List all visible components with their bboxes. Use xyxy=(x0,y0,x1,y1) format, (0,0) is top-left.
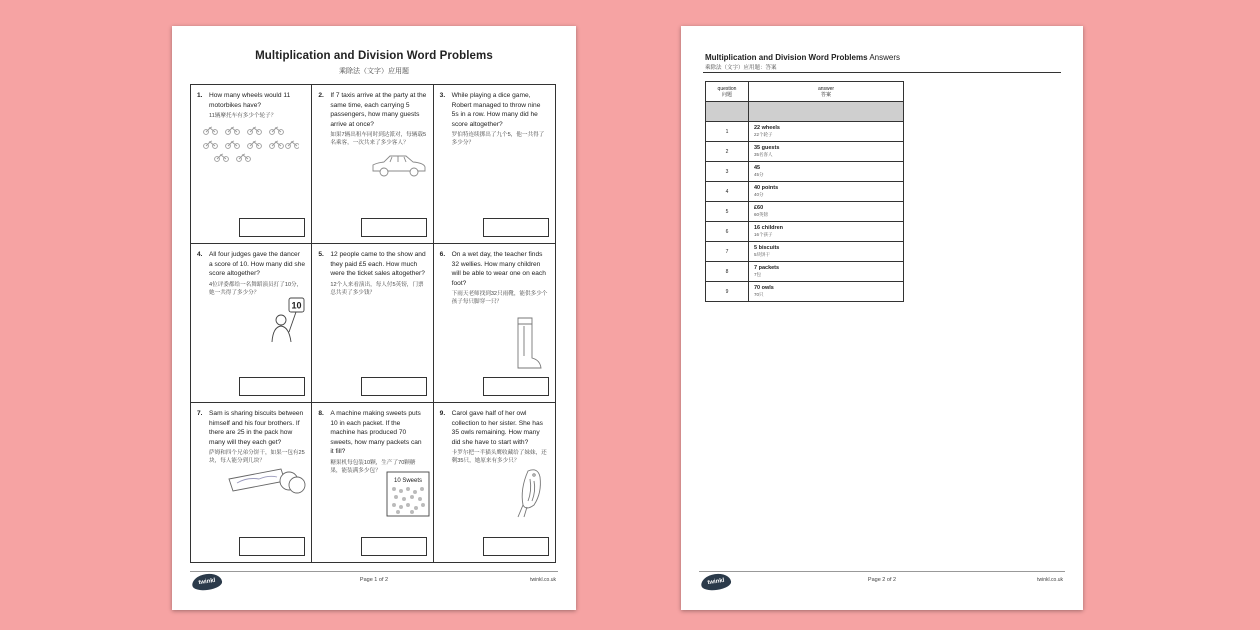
answer-box[interactable] xyxy=(239,218,305,237)
row-answer: 22 wheels xyxy=(754,125,780,131)
answer-box[interactable] xyxy=(239,537,305,556)
question-number: 6. xyxy=(439,251,446,258)
question-number: 2. xyxy=(318,92,324,99)
question-number: 8. xyxy=(318,410,324,417)
question-text: While playing a dice game, Robert managed to throw nine 5s in a row. How many did he score altogether? xyxy=(451,92,541,128)
table-row xyxy=(706,202,904,222)
table-row xyxy=(706,222,904,242)
row-answer: 7 packets xyxy=(754,265,780,271)
row-answer: 45 xyxy=(754,165,761,171)
row-answer-zh: 5块饼干 xyxy=(754,252,771,257)
question-text: Sam is sharing biscuits between himself and his four brothers. If there are 25 in the pack how many will they each get? xyxy=(209,410,304,446)
question-cell xyxy=(191,244,312,403)
question-text: 12 people came to the show and they paid £5 each. How much were the ticket sales altogether? xyxy=(330,251,426,278)
row-question-number: 5 xyxy=(706,202,749,222)
answer-box[interactable] xyxy=(361,218,427,237)
row-answer-zh: 22个轮子 xyxy=(754,132,773,137)
row-question-number: 2 xyxy=(706,142,749,162)
question-text-zh: 卡罗尔把一半猫头鹰收藏给了妹妹，还剩35只，她原来有多少只？ xyxy=(451,450,547,465)
question-text-zh: 如果7辆出租车同时到达派对，每辆载5名乘客，一次共来了多少客人？ xyxy=(330,132,427,147)
row-answer: 35 guests xyxy=(754,145,780,151)
answers-title-rest: Answers xyxy=(867,53,900,62)
answer-box[interactable] xyxy=(361,377,427,396)
table-row xyxy=(706,242,904,262)
worksheet-subtitle: 乘除法（文字）应用题 xyxy=(339,68,409,75)
question-text: If 7 taxis arrive at the party at the same time, each carrying 5 passengers, how many guests arrive at once? xyxy=(330,92,427,128)
answers-title xyxy=(705,53,900,62)
question-cell xyxy=(312,85,433,244)
row-answer-zh: 40分 xyxy=(754,192,764,197)
question-cell xyxy=(434,403,555,562)
worksheet-title: Multiplication and Division Word Problems xyxy=(255,50,493,62)
answers-table xyxy=(705,81,904,302)
question-text-zh: 萨姆和四个兄弟分饼干，如果一包有25块，每人能分到几块？ xyxy=(209,450,305,465)
answer-box[interactable] xyxy=(483,218,549,237)
question-cell xyxy=(191,403,312,562)
answer-box[interactable] xyxy=(239,377,305,396)
question-text: All four judges gave the dancer a score of 10. How many did she score altogether? xyxy=(209,251,306,278)
question-cell xyxy=(312,403,433,562)
judge-icon xyxy=(267,296,307,346)
table-row xyxy=(706,162,904,182)
column-header-question: question 问题 xyxy=(706,82,749,102)
worksheet-page xyxy=(172,26,576,610)
twinkl-logo: twinkl xyxy=(700,572,732,592)
row-question-number: 9 xyxy=(706,282,749,302)
twinkl-logo: twinkl xyxy=(191,572,223,592)
footer-divider xyxy=(699,571,1065,572)
answer-box[interactable] xyxy=(361,537,427,556)
question-text-zh: 罗伯特连续掷出了九个5，他一共得了多少分？ xyxy=(451,132,545,147)
question-number: 1. xyxy=(197,92,203,99)
question-number: 9. xyxy=(439,410,446,417)
answer-box[interactable] xyxy=(483,537,549,556)
question-cell xyxy=(434,244,555,403)
row-answer: 16 children xyxy=(754,225,784,231)
site-url: twinkl.co.uk xyxy=(530,577,556,583)
question-text-zh: 下雨天老师找到32只雨靴，能供多少个孩子每只脚穿一只？ xyxy=(451,291,548,306)
column-header-answer: answer 答案 xyxy=(749,82,904,102)
question-grid xyxy=(190,84,556,563)
question-text: A machine making sweets puts 10 in each packet. If the machine has produced 70 sweets, how many packets can it fill? xyxy=(330,410,422,456)
row-question-number: 8 xyxy=(706,262,749,282)
row-answer-zh: 45分 xyxy=(754,172,764,177)
question-text: On a wet day, the teacher finds 32 wellies. How many children will be able to wear one on each foot? xyxy=(451,251,546,287)
row-question-number: 4 xyxy=(706,182,749,202)
row-answer: 70 owls xyxy=(754,285,774,291)
motorbikes-icon xyxy=(203,125,299,165)
question-number: 5. xyxy=(318,251,324,258)
table-row xyxy=(706,182,904,202)
score-card-text: 10 xyxy=(291,300,302,311)
row-question-number: 6 xyxy=(706,222,749,242)
answers-title-bold: Multiplication and Division Word Problems xyxy=(705,53,868,62)
footer-divider xyxy=(190,571,558,572)
row-answer-zh: 16个孩子 xyxy=(754,232,773,237)
title-divider xyxy=(703,72,1061,73)
owl-icon xyxy=(514,465,548,521)
row-question-number: 3 xyxy=(706,162,749,182)
site-url: twinkl.co.uk xyxy=(1037,577,1063,583)
welly-icon xyxy=(512,316,544,372)
question-text-zh: 4位评委都给一名舞蹈演员打了10分，她一共得了多少分？ xyxy=(209,281,303,296)
table-row xyxy=(706,142,904,162)
question-cell xyxy=(191,85,312,244)
sweets-packet-label: 10 Sweets xyxy=(394,478,423,484)
row-answer-zh: 35名客人 xyxy=(754,152,773,157)
table-row xyxy=(706,122,904,142)
question-text: How many wheels would 11 motorbikes have? xyxy=(209,92,291,109)
question-number: 7. xyxy=(197,410,203,417)
table-row xyxy=(706,282,904,302)
answers-subtitle: 乘除法（文字）应用题：答案 xyxy=(705,65,777,71)
row-answer-zh: 7包 xyxy=(754,272,762,277)
row-answer: £60 xyxy=(754,205,764,211)
row-question-number: 7 xyxy=(706,242,749,262)
question-number: 4. xyxy=(197,251,203,258)
biscuits-icon xyxy=(227,465,307,497)
shaded-row xyxy=(706,102,904,122)
question-text: Carol gave half of her owl collection to her sister. She has 35 owls remaining. How many did she have to start with? xyxy=(451,410,543,446)
row-answer-zh: 70只 xyxy=(754,292,764,297)
question-cell xyxy=(312,244,433,403)
row-question-number: 1 xyxy=(706,122,749,142)
taxi-icon xyxy=(370,151,428,179)
answer-box[interactable] xyxy=(483,377,549,396)
question-cell xyxy=(434,85,555,244)
row-answer-zh: 60英镑 xyxy=(754,212,769,217)
row-answer: 40 points xyxy=(754,185,779,191)
question-text-zh: 11辆摩托车有多少个轮子？ xyxy=(209,113,277,120)
answers-page xyxy=(681,26,1083,610)
question-text-zh: 糖果机每包装10颗，生产了70颗糖果，能装满多少包？ xyxy=(330,459,416,474)
row-answer: 5 biscuits xyxy=(754,245,780,251)
question-text-zh: 12个人来看演出，每人付5英镑，门票总共卖了多少钱？ xyxy=(330,281,424,296)
page-number: Page 1 of 2 xyxy=(359,577,389,583)
page-number: Page 2 of 2 xyxy=(867,577,897,583)
table-row xyxy=(706,262,904,282)
question-number: 3. xyxy=(439,92,446,99)
sweets-packet-icon xyxy=(386,471,430,517)
